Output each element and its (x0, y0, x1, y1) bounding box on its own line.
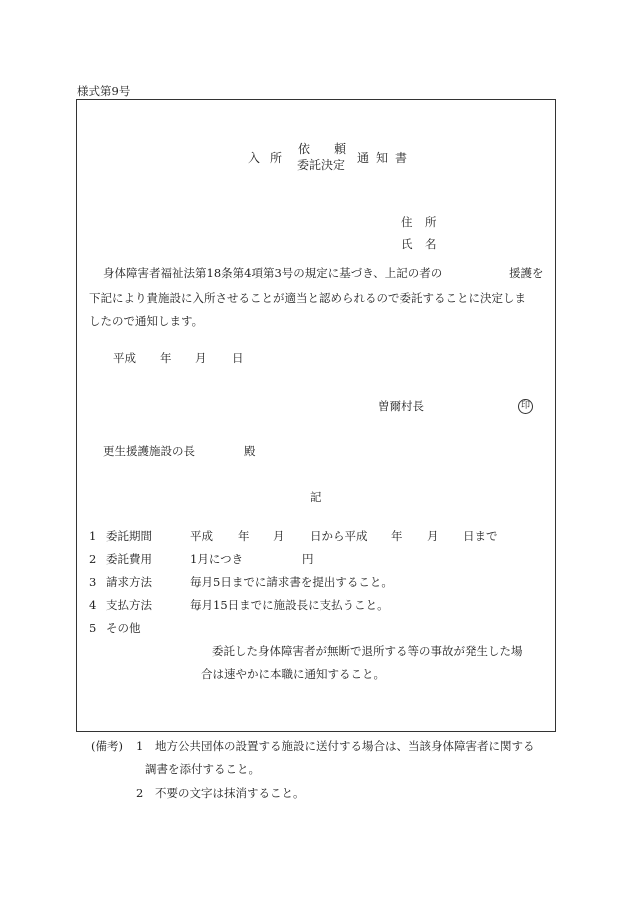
address-label-1: 住 (401, 215, 413, 229)
item-label: 委託費用 (106, 552, 152, 566)
item-value: 日から平成 (310, 529, 368, 543)
item-value: 日まで (463, 529, 498, 543)
item-label: その他 (106, 621, 141, 635)
item-label: 支払方法 (106, 598, 152, 612)
item-value: 円 (302, 552, 314, 566)
date-year: 年 (160, 351, 172, 365)
date-month: 月 (195, 351, 207, 365)
form-number: 様式第9号 (77, 84, 131, 98)
address-label-2: 所 (425, 215, 437, 229)
notes-label: (備考) (91, 739, 123, 753)
body-line1-end: 援護を (509, 266, 544, 280)
addressee-honorific: 殿 (244, 444, 256, 458)
item-value: 毎月15日までに施設長に支払うこと。 (190, 598, 389, 612)
title-tsu: 通 (357, 151, 370, 165)
form-border (76, 99, 556, 732)
title-irai-2: 頼 (334, 142, 347, 156)
item-number: 4 (89, 598, 97, 612)
item-value: 月 (427, 529, 439, 543)
body-line3: したので通知します。 (89, 314, 204, 328)
ki-heading: 記 (310, 490, 322, 504)
title-itaku-kettei: 委託決定 (297, 158, 346, 172)
note-text: 不要の文字は抹消すること。 (155, 786, 305, 800)
note-number: 1 (136, 739, 144, 753)
item-label: 請求方法 (106, 575, 152, 589)
title-sho2: 書 (395, 151, 408, 165)
title-irai-1: 依 (298, 142, 311, 156)
name-label-1: 氏 (401, 237, 413, 251)
item-label: 委託期間 (106, 529, 152, 543)
item-number: 1 (89, 529, 97, 543)
note-text: 地方公共団体の設置する施設に送付する場合は、当該身体障害者に関する (155, 739, 535, 753)
item-value: 月 (273, 529, 285, 543)
item-value: 年 (238, 529, 250, 543)
item-value: 委託した身体障害者が無断で退所する等の事故が発生した場 (212, 644, 523, 658)
title-chi: 知 (376, 151, 389, 165)
note-number: 2 (136, 786, 144, 800)
item-value: 1月につき (190, 552, 244, 566)
body-line2: 下記により貴施設に入所させることが適当と認められるので委託することに決定しま (89, 291, 526, 305)
item-number: 2 (89, 552, 97, 566)
name-label-2: 名 (425, 237, 437, 251)
item-number: 5 (89, 621, 97, 635)
issuer: 曽爾村長 (378, 399, 424, 413)
item-value: 平成 (190, 529, 213, 543)
seal-mark: 印 (518, 399, 533, 414)
body-line1: 身体障害者福祉法第18条第4項第3号の規定に基づき、上記の者の (103, 266, 443, 280)
item-value: 毎月5日までに請求書を提出すること。 (190, 575, 393, 589)
addressee-label: 更生援護施設の長 (103, 444, 195, 458)
title-sho: 所 (270, 151, 283, 165)
item-number: 3 (89, 575, 97, 589)
note-text: 調書を添付すること。 (145, 762, 260, 776)
item-value: 合は速やかに本職に通知すること。 (201, 667, 385, 681)
title-nyu: 入 (248, 151, 261, 165)
item-value: 年 (391, 529, 403, 543)
date-era: 平成 (113, 351, 136, 365)
date-day: 日 (232, 351, 244, 365)
